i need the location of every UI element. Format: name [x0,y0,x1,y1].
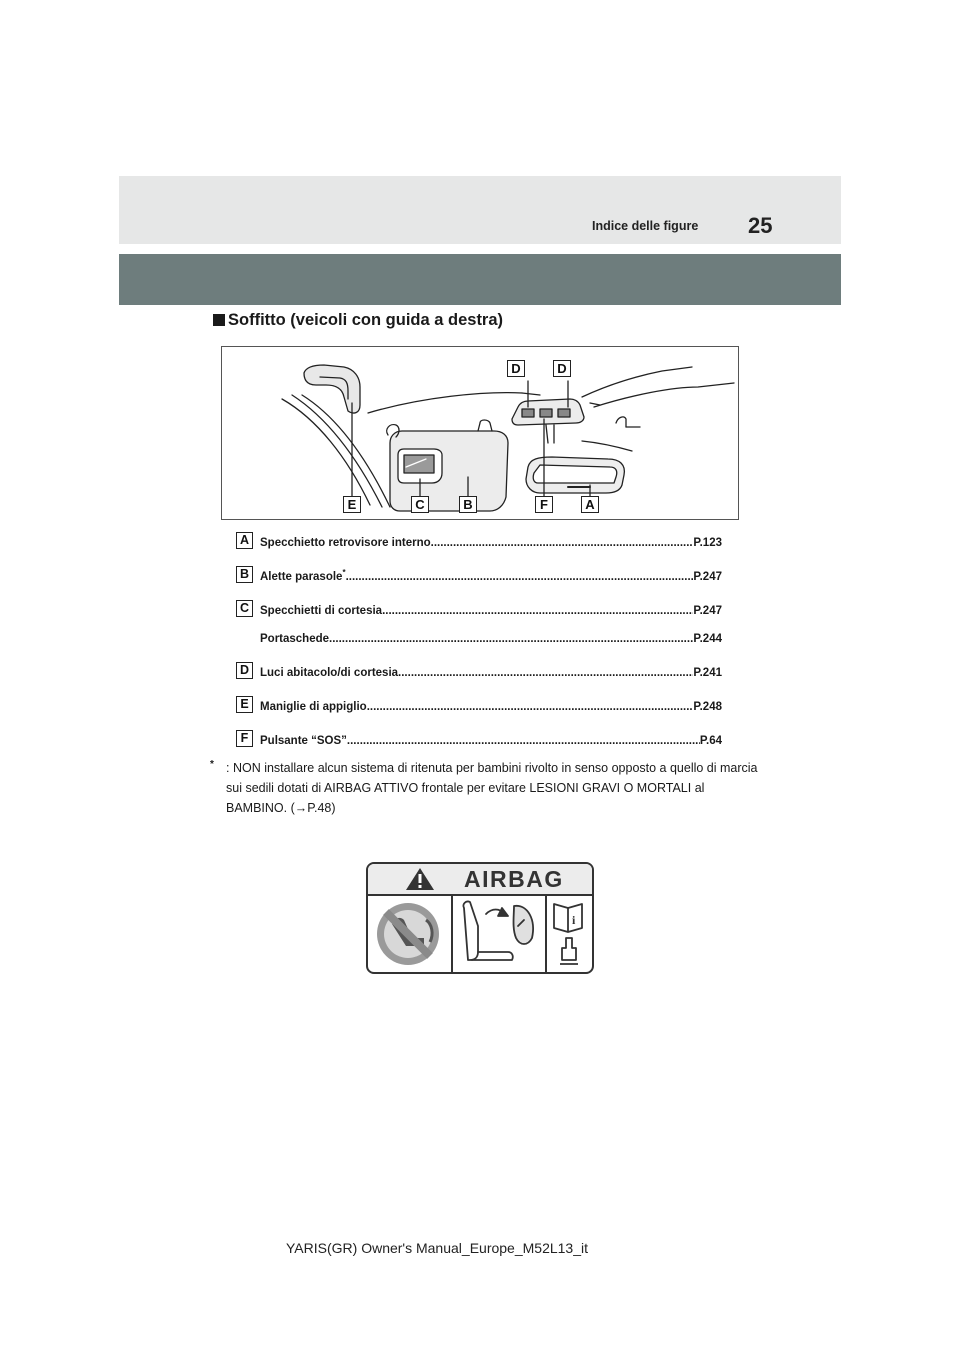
legend-item-d [236,662,722,696]
footnote-text: : NON installare alcun sistema di ritenuta per bambini rivolto in senso opposto a quello di marcia sui sedili dotati di AIRBAG ATTIVO frontale per evitare LESIONI GRAVI O MORTALI al BAMBINO. (→P.48) [226,761,758,815]
legend-key: A [236,532,253,549]
header-band [119,254,841,305]
page-reference[interactable]: P.247 [693,605,722,617]
section-title-text: Soffitto (veicoli con guida a destra) [228,311,504,329]
legend-label: Specchietto retrovisore interno [260,537,431,549]
legend-label: Pulsante “SOS” [260,735,347,747]
airbag-title: AIRBAG [464,866,564,892]
footnote-marker: * [342,568,346,578]
legend-item-a [236,532,722,566]
callout-d-left: D [507,360,525,377]
airbag-warning-label [366,862,594,974]
legend-entry [260,700,722,714]
legend-entry [260,570,722,584]
callout-e: E [343,496,361,513]
callout-a: A [581,496,599,513]
legend-list [236,532,722,764]
legend-label: Luci abitacolo/di cortesia [260,667,399,679]
legend-item-b [236,566,722,600]
legend-item-c-sub [236,628,722,662]
legend-label: Portaschede [260,633,330,645]
legend-entry [260,632,722,646]
page-reference[interactable]: P.64 [699,735,722,747]
legend-entry [260,604,722,618]
legend-key: E [236,696,253,713]
legend-key: C [236,600,253,617]
page-reference[interactable]: P.123 [693,537,722,549]
legend-label: Maniglie di appiglio [260,701,367,713]
callout-c: C [411,496,429,513]
page-footer: YARIS(GR) Owner's Manual_Europe_M52L13_it [286,1240,588,1256]
legend-key: B [236,566,253,583]
ceiling-illustration [221,346,739,520]
legend-entry [260,666,722,680]
svg-text:i: i [572,913,576,927]
airbag-pictograms [368,864,592,972]
header-section-title: Indice delle figure [592,219,699,233]
page-number: 25 [748,213,773,238]
seat-airbag-icon [463,901,533,960]
legend-item-c [236,600,722,628]
header-bar [119,176,841,244]
page-reference[interactable]: P.241 [693,667,722,679]
legend-entry [260,536,722,550]
callout-d-right: D [553,360,571,377]
warning-triangle-icon [406,868,434,890]
page-reference[interactable]: P.244 [693,633,722,645]
no-child-seat-icon [377,903,439,965]
footnote-marker: * [210,759,214,770]
callout-f: F [535,496,553,513]
legend-label: Specchietti di cortesia [260,605,383,617]
section-title [213,311,503,330]
page-reference[interactable]: P.248 [693,701,722,713]
square-bullet-icon [213,314,225,326]
legend-label: Alette parasole [260,571,343,583]
callout-b: B [459,496,477,513]
legend-entry [260,734,722,748]
legend-key: D [236,662,253,679]
ceiling-drawing [222,347,738,519]
manual-read-icon [554,904,582,964]
page-reference[interactable]: P.247 [693,571,722,583]
legend-item-e [236,696,722,730]
legend-key: F [236,730,253,747]
